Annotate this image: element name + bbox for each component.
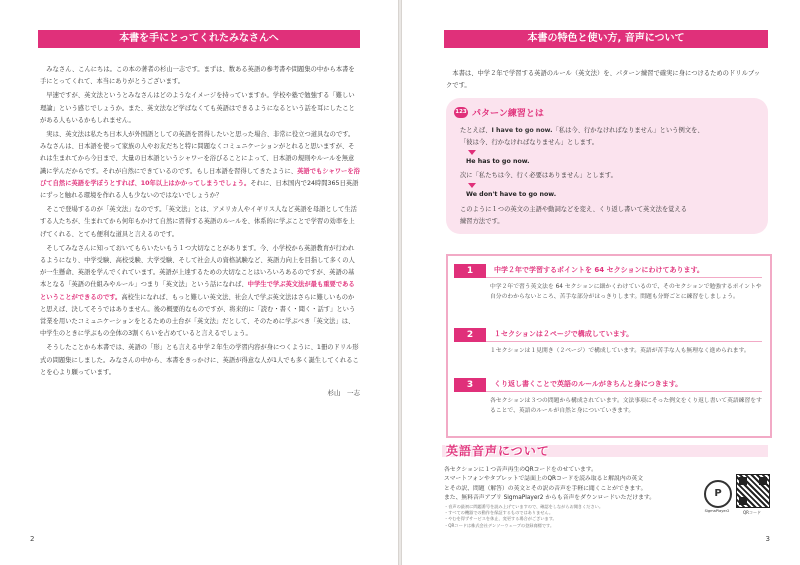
logo-caption: SigmaPlayer2 <box>704 509 730 513</box>
sigmaplayer-logo-icon: P <box>704 480 732 508</box>
audio-line: とその訳、問題（解答）の英文とその訳の音声を手軽に聞くことができます。 <box>444 485 647 492</box>
features-box <box>446 254 772 438</box>
pattern-text: 「私は今、行かなければなりません」という例文を、 <box>552 127 704 134</box>
feature-divider <box>486 341 762 342</box>
paragraph: 早速ですが、英文法というとみなさんはどのようなイメージを持っていますか。学校や塾で勉強する「難しい理論」という感じでしょうか。また、英文法など学ばなくても英語はできるようになるという話を耳にしたことがある人もいるかもしれません。 <box>40 92 355 124</box>
page-number-left: 2 <box>30 535 35 543</box>
audio-line: 各セクションに１つ音声再生のQRコードをのせています。 <box>444 467 597 473</box>
down-arrow-icon <box>468 150 476 155</box>
pattern-line: 「彼は今、行かなければなりません」とします。 <box>460 139 599 146</box>
pattern-line: このように１つの英文の主語や動詞などを変え、くり返し書いて英文法を覚える <box>460 206 688 213</box>
audio-line: スマートフォンやタブレットで誌面上のQRコードを読み取ると解説内の英文 <box>444 476 644 483</box>
paragraph: みなさん、こんにちは。この本の著者の杉山一志です。まずは、数ある英語の参考書や問題集の中から本書を手にとってくれて、本当にありがとうございます。 <box>40 66 355 86</box>
paragraph <box>40 129 360 202</box>
feature-divider <box>486 277 762 278</box>
audio-notes <box>444 504 706 529</box>
note-line: ・やむを得ずサービスを休止、変更する場合がございます。 <box>444 516 557 522</box>
feature-number: 3 <box>454 378 486 392</box>
qr-code-icon[interactable] <box>736 474 770 508</box>
sigmaplayer-logo <box>702 478 732 518</box>
down-arrow-icon <box>468 183 476 188</box>
pattern-practice-box <box>446 98 768 234</box>
pattern-title-row <box>454 106 544 119</box>
feature-description: 中学２年で習う英文法を 64 セクションに細かくわけているので、そのセクションで勉強するポイントや自分のわからないところ、苦手な部分がはっきりします。問題も分野ごとに練習をしましょう。 <box>490 284 762 300</box>
feature-description: 各セクションは３つの問題から構成されています。文法事項にそった例文をくり返し書いて英語練習をすることで、英語のルールが自然と身についていきます。 <box>490 398 762 414</box>
paragraph-text: そしてみなさんに知っておいてもらいたいもう１つ大切なことがあります。今、小学校から英語教育が行われるようになり、中学受験、高校受験、大学受験、そして社会人の資格試験など、英語力向上を目指して多くの人が一生懸命、英語を学んでくれています。英語が上達するための大切なことはいろいろあるのですが、英語の基本となる「英語の仕組みやルール」つまり「英文法」という話になれば、 <box>40 244 355 289</box>
audio-section-title <box>442 442 768 460</box>
qr-caption: QRコード <box>743 510 761 515</box>
feature-description: １セクションは１見開き（２ページ）で構成しています。英語が苦手な人も無理なく進められます。 <box>490 348 750 354</box>
audio-title-text: 英語音声について <box>446 444 550 458</box>
pattern-line: 次に「私たちは今、行く必要はありません」とします。 <box>460 172 617 179</box>
example-sentence: We don't have to go now. <box>466 191 557 198</box>
pattern-line: 練習方法です。 <box>460 218 504 225</box>
paragraph <box>40 243 360 341</box>
feature-title: くり返し書くことで英語のルールがきちんと身につきます。 <box>494 380 683 388</box>
left-page <box>0 0 398 565</box>
note-line: ・すべての機器での動作を保証するものではありません。 <box>444 510 554 516</box>
feature-divider <box>486 391 762 392</box>
paragraph-text: 高校生になれば、もっと難しい英文法、社会人で学ぶ英文法はさらに難しいものかと思えば、決してそうではありません。 <box>40 293 355 313</box>
left-page-heading: 本書を手にとってくれたみなさんへ <box>38 30 360 48</box>
page-number-right: 3 <box>765 535 770 543</box>
pattern-text: たとえば、 <box>460 127 492 134</box>
right-page-heading: 本書の特色と使い方, 音声について <box>444 30 768 48</box>
example-sentence: I have to go now. <box>491 127 553 134</box>
highlight-text: 中学生で学ぶ英文法が最も重要であるということができるのです。 <box>40 281 355 301</box>
author-signature: 杉山 一志 <box>327 389 360 398</box>
paragraph: そうしたことから本書では、英語の「形」とも言える中学２年生の学習内容が身につくように、1冊のドリル形式の問題集にしました。みなさんの中から、本書をきっかけに、英語が得意な人が1人でも多く誕生してくれることを心より願っています。 <box>40 344 359 376</box>
feature-title: １セクションは２ページで構成しています。 <box>494 330 634 338</box>
feature-number: 1 <box>454 264 486 278</box>
right-page <box>402 0 800 565</box>
note-line: ・QRコードは株式会社デンソーウェーブの登録商標です。 <box>444 522 555 528</box>
feature-title: 中学２年で学習するポイントを 64 セクションにわけてあります。 <box>494 266 704 274</box>
pattern-line <box>460 125 704 134</box>
left-page-body <box>40 64 360 399</box>
paragraph-text: 実は、英文法は私たち日本人が外国語としての英語を習得したいと思った場合、非常に役立つ道具なのです。みなさんは、日本語を使って家族の人やお友だちと特に問題なくコミュニケーションがとれると思いますが、それは生まれてから今日まで、大量の日本語というシャワーを浴びることによって、日本語の規則やルールを無意識に学んだからです。それが自然にできているのです。もし日本語を習得してきたように、 <box>40 131 355 175</box>
paragraph-text: 後の概要的なものですが、将来的に「読む・書く・聞く・話す」という営業を用いたコミュニケーションをとるための土台が「英文法」だとして、そのために学ぶべき「英文法」は、中学生のときに学ぶもの全体の3割くらいを占めていると言えるでしょう。 <box>40 305 356 338</box>
audio-line: また、無料音声アプリ SigmaPlayer2 からも音声をダウンロードいただけます。 <box>444 494 655 501</box>
paragraph: そこで登場するのが「英文法」なのです。「英文法」とは、アメリカ人やイギリス人など英語を母語として生活する人たちが、生まれてから何年もかけて自然に習得する英語のルールを、体系的に学ぶことで学習の効率を上げてくれる、とても便利な道具と言えるのです。 <box>40 206 357 238</box>
audio-description <box>444 466 706 503</box>
pattern-title: パターン練習とは <box>472 109 544 119</box>
paragraph-text: それに、日本国内で24時間365日英語にずっと触れる環境を作れる人も少ないのではないでしょうか？ <box>40 179 359 200</box>
feature-number: 2 <box>454 328 486 342</box>
pattern-badge-icon: 123 <box>454 107 468 118</box>
highlight-text: 英語でもシャワーを浴びて自然に英語を学ぼうとすれば、10年以上はかかってしまうでしょう。 <box>40 167 360 187</box>
intro-text: 本書は、中学２年で学習する英語のルール（英文法）を、パターン練習で確実に身につけるためのドリルブックです。 <box>446 70 761 89</box>
note-line: ・音声の最初に問題番号を読み上げていますので、確認をしながらお聞きください。 <box>444 504 604 509</box>
example-sentence: He has to go now. <box>466 158 530 165</box>
